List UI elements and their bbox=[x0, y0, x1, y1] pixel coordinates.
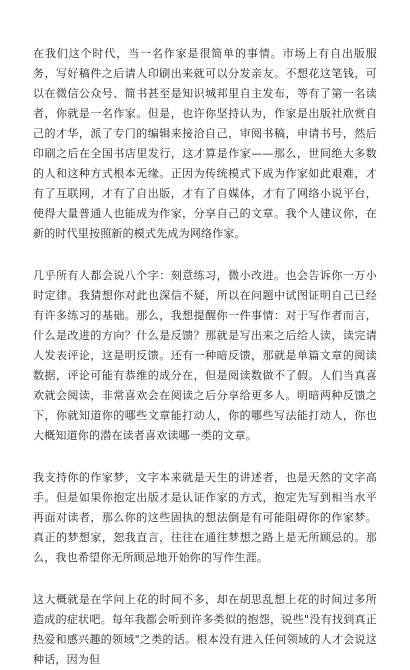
paragraph-4: 这大概就是在学问上花的时间不多，却在胡思乱想上花的时间过多所造成的症状吧。每年我都会听到许多类似的抱怨，说些"没有找到真正热爱和感兴趣的领域"之类的话。根本没有进入任何领域的人才会说这种话，因为但 bbox=[33, 593, 377, 666]
paragraph-2: 几乎所有人都会说八个字：刻意练习，微小改进。也会告诉你一万小时定律。我猜想你对此也深信不疑，所以在问题中试图证明自己已经有许多练习的基础。那么，我想提醒你一件事情：对于写作者而言，什么是改进的方向？什么是反馈？那就是写出来之后给人读，读完请人发表评论，这是明反馈。还有一种暗反馈，那就是单篇文章的阅读数据，评论可能有恭维的成分在，但是阅读数做不了假。人们当真喜欢就会阅读，非常喜欢会在阅读之后分享给更多人。明暗两种反馈之下，你就知道你的哪些文章能打动人，你的哪些写法能打动人，你也大概知道你的潜在读者喜欢读哪一类的文章。 bbox=[33, 269, 377, 442]
paragraph-3: 我支持你的作家梦，文字本来就是天生的讲述者，也是天然的文字高手。但是如果你抱定出版才是认证作家的方式，抱定先写到相当水平再面对读者，那么你的这些固执的想法倒是有可能阻碍你的作家梦。真正的梦想家，恕我直言，往往在通往梦想之路上是无所顾忌的。那么，我也希望你无所顾忌地开始你的写作生涯。 bbox=[33, 471, 377, 564]
paragraph-1: 在我们这个时代，当一名作家是很简单的事情。市场上有自出版服务，写好稿件之后请人印刷出来就可以分发亲友。不想花这笔钱，可以在微信公众号、简书甚至是知识城邦里自主发布，等有了第一名读者，你就是一名作家。但是，也许你坚持认为，作家是出版社欣赏自己的才华，派了专门的编辑来接洽自己，审阅书稿，申请书号，然后印刷之后在全国书店里发行，这才算是作家——那么，世间绝大多数的人和这种方式根本无缘。正因为传统模式下成为作家如此艰难，才有了互联网，才有了自出版，才有了自媒体，才有了网络小说平台，使得大量普通人也能成为作家，分享自己的文章。我个人建议你，在新的时代里按照新的模式先成为网络作家。 bbox=[33, 47, 377, 240]
